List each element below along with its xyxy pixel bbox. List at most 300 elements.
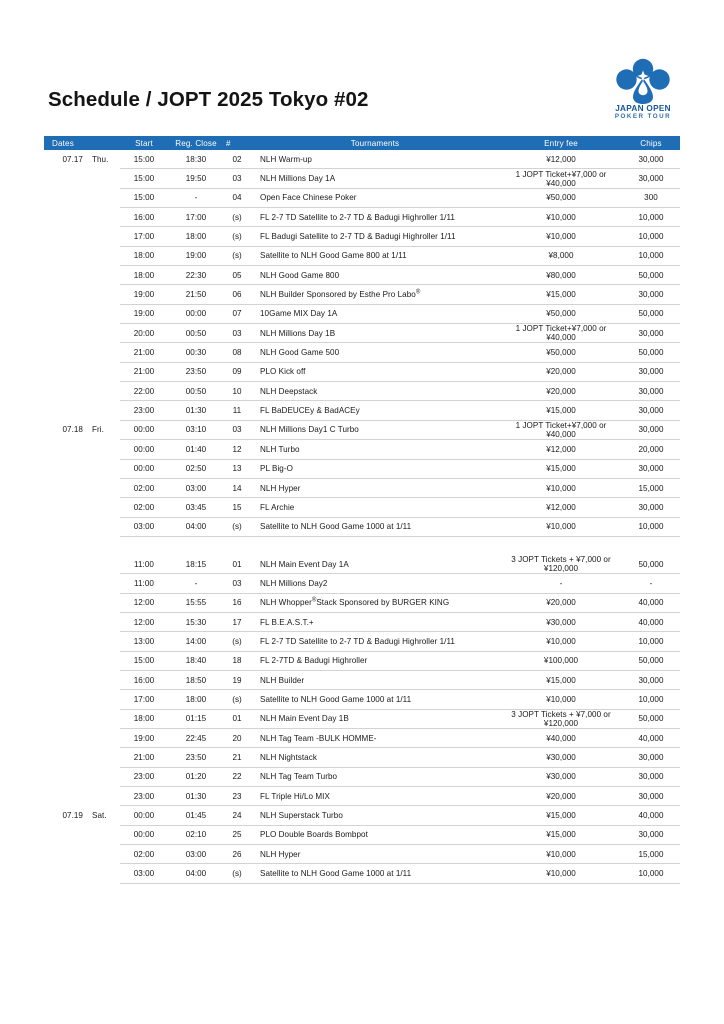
cell-tournament-name: NLH Warm-up (250, 150, 500, 169)
cell-entry-fee: ¥10,000 (500, 478, 622, 497)
cell-entry-fee: ¥15,000 (500, 459, 622, 478)
table-row (44, 651, 680, 670)
cell-entry-fee: ¥12,000 (500, 498, 622, 517)
document-header (0, 0, 724, 135)
cell-tournament-name: NLH Hyper (250, 845, 500, 864)
table-row (44, 150, 680, 169)
table-row (44, 401, 680, 420)
cell-entry-fee: ¥20,000 (500, 787, 622, 806)
cell-event-number: 12 (224, 440, 250, 459)
cell-day-of-week (86, 593, 120, 612)
cell-date (44, 266, 86, 285)
cell-tournament-name: FL B.E.A.S.T.+ (250, 612, 500, 631)
cell-day-of-week (86, 632, 120, 651)
cell-reg-close: 18:30 (168, 150, 224, 169)
table-row (44, 555, 680, 574)
cell-start-time (120, 536, 168, 555)
cell-date (44, 748, 86, 767)
cell-tournament-name: Open Face Chinese Poker (250, 188, 500, 207)
cell-entry-fee: 1 JOPT Ticket+¥7,000 or ¥40,000 (500, 169, 622, 188)
cell-event-number: 03 (224, 420, 250, 439)
table-row (44, 632, 680, 651)
cell-entry-fee: ¥15,000 (500, 825, 622, 844)
table-row (44, 670, 680, 689)
cell-reg-close: 18:00 (168, 227, 224, 246)
cell-tournament-name: NLH Good Game 500 (250, 343, 500, 362)
cell-date (44, 767, 86, 786)
cell-tournament-name: NLH Tag Team -BULK HOMME- (250, 728, 500, 747)
table-row (44, 806, 680, 825)
cell-chips: 50,000 (622, 266, 680, 285)
cell-reg-close: 18:15 (168, 555, 224, 574)
cell-tournament-name: PL Big-O (250, 459, 500, 478)
cell-entry-fee: ¥30,000 (500, 748, 622, 767)
cell-reg-close: - (168, 574, 224, 593)
cell-chips: 40,000 (622, 728, 680, 747)
cell-tournament-name: FL Archie (250, 498, 500, 517)
table-row (44, 612, 680, 631)
cell-entry-fee: ¥50,000 (500, 304, 622, 323)
cell-reg-close: 18:00 (168, 690, 224, 709)
cell-tournament-name (250, 536, 500, 555)
cell-date (44, 690, 86, 709)
table-spacer-row (44, 536, 680, 555)
cell-tournament-name: NLH Superstack Turbo (250, 806, 500, 825)
cell-entry-fee: ¥15,000 (500, 401, 622, 420)
cell-event-number: 14 (224, 478, 250, 497)
cell-day-of-week (86, 285, 120, 304)
cell-chips: 30,000 (622, 382, 680, 401)
cell-tournament-name: PLO Kick off (250, 362, 500, 381)
cell-chips: 30,000 (622, 285, 680, 304)
column-header-number: # (224, 136, 250, 150)
cell-day-of-week (86, 459, 120, 478)
table-header (44, 136, 680, 150)
cell-date (44, 612, 86, 631)
cell-start-time: 11:00 (120, 555, 168, 574)
cell-date (44, 169, 86, 188)
cell-entry-fee: ¥10,000 (500, 208, 622, 227)
cell-entry-fee: ¥10,000 (500, 845, 622, 864)
cell-entry-fee: ¥10,000 (500, 690, 622, 709)
cell-chips: 30,000 (622, 401, 680, 420)
cell-event-number: 09 (224, 362, 250, 381)
cell-day-of-week (86, 555, 120, 574)
cell-tournament-name: FL BaDEUCEy & BadACEy (250, 401, 500, 420)
cell-event-number: (s) (224, 632, 250, 651)
cell-start-time: 16:00 (120, 670, 168, 689)
cell-date (44, 536, 86, 555)
cell-day-of-week: Sat. (92, 811, 107, 821)
cell-entry-fee: ¥50,000 (500, 343, 622, 362)
cell-event-number: (s) (224, 227, 250, 246)
cell-entry-fee: ¥80,000 (500, 266, 622, 285)
cell-date (44, 555, 86, 574)
cell-reg-close: 00:30 (168, 343, 224, 362)
cell-chips: 10,000 (622, 246, 680, 265)
cell-event-number: 04 (224, 188, 250, 207)
cell-day-of-week (86, 651, 120, 670)
cell-start-time: 03:00 (120, 864, 168, 883)
cell-day-of-week (86, 670, 120, 689)
cell-event-number: 01 (224, 555, 250, 574)
cell-day-of-week (86, 845, 120, 864)
cell-tournament-name: NLH Builder Sponsored by Esthe Pro Labo® (250, 285, 500, 304)
column-header-dates: Dates (44, 136, 120, 150)
cell-date: 07.17 (62, 154, 83, 164)
cell-start-time: 19:00 (120, 728, 168, 747)
cell-event-number: 10 (224, 382, 250, 401)
cell-date (44, 188, 86, 207)
cell-start-time: 18:00 (120, 246, 168, 265)
column-header-chips: Chips (622, 136, 680, 150)
cell-event-number: 15 (224, 498, 250, 517)
cell-date (44, 478, 86, 497)
table-row (44, 420, 680, 439)
cell-date (44, 574, 86, 593)
table-row (44, 845, 680, 864)
cell-chips: - (622, 574, 680, 593)
cell-start-time: 02:00 (120, 845, 168, 864)
cell-start-time: 13:00 (120, 632, 168, 651)
cell-reg-close: 02:50 (168, 459, 224, 478)
cell-start-time: 18:00 (120, 709, 168, 728)
cell-day-of-week (86, 382, 120, 401)
cell-chips (622, 536, 680, 555)
cell-tournament-name: NLH Whopper®Stack Sponsored by BURGER KING (250, 593, 500, 612)
cell-start-time: 21:00 (120, 748, 168, 767)
cell-tournament-name: NLH Builder (250, 670, 500, 689)
cell-event-number: 03 (224, 169, 250, 188)
cell-start-time: 20:00 (120, 324, 168, 343)
cell-tournament-name: NLH Millions Day2 (250, 574, 500, 593)
cell-day-of-week (86, 748, 120, 767)
cell-entry-fee: ¥10,000 (500, 227, 622, 246)
cell-start-time: 17:00 (120, 690, 168, 709)
table-row (44, 787, 680, 806)
cell-day-of-week (86, 709, 120, 728)
cell-entry-fee: ¥10,000 (500, 517, 622, 536)
cell-entry-fee: ¥20,000 (500, 593, 622, 612)
cell-chips: 30,000 (622, 498, 680, 517)
cell-reg-close (168, 536, 224, 555)
cell-day-of-week (86, 324, 120, 343)
cell-start-time: 00:00 (120, 806, 168, 825)
cell-entry-fee: 1 JOPT Ticket+¥7,000 or ¥40,000 (500, 420, 622, 439)
table-row (44, 285, 680, 304)
cell-day-of-week (86, 498, 120, 517)
cell-date (44, 401, 86, 420)
cell-chips: 10,000 (622, 208, 680, 227)
cell-day-of-week (86, 767, 120, 786)
cell-start-time: 17:00 (120, 227, 168, 246)
cell-reg-close: 03:00 (168, 478, 224, 497)
cell-entry-fee: ¥30,000 (500, 612, 622, 631)
table-row (44, 304, 680, 323)
cell-reg-close: 19:00 (168, 246, 224, 265)
cell-event-number: 25 (224, 825, 250, 844)
cell-entry-fee: ¥30,000 (500, 767, 622, 786)
cell-tournament-name: NLH Nightstack (250, 748, 500, 767)
cell-entry-fee: ¥10,000 (500, 632, 622, 651)
cell-chips: 50,000 (622, 304, 680, 323)
cell-event-number: 08 (224, 343, 250, 362)
cell-reg-close: 15:55 (168, 593, 224, 612)
cell-chips: 15,000 (622, 478, 680, 497)
cell-start-time: 00:00 (120, 459, 168, 478)
cell-day-of-week (86, 478, 120, 497)
table-row (44, 498, 680, 517)
cell-day-of-week (86, 440, 120, 459)
cell-start-time: 15:00 (120, 188, 168, 207)
table-header-row (44, 136, 680, 150)
cell-chips: 40,000 (622, 806, 680, 825)
cell-chips: 40,000 (622, 612, 680, 631)
table-row (44, 593, 680, 612)
cell-event-number: 19 (224, 670, 250, 689)
cell-event-number: 05 (224, 266, 250, 285)
cell-chips: 300 (622, 188, 680, 207)
cell-reg-close: 00:50 (168, 324, 224, 343)
cell-date (44, 440, 86, 459)
cell-reg-close: 03:00 (168, 845, 224, 864)
cell-start-time: 12:00 (120, 612, 168, 631)
cell-date: 07.18 (62, 425, 83, 435)
cell-event-number: 18 (224, 651, 250, 670)
cell-day-of-week (86, 343, 120, 362)
cell-reg-close: 17:00 (168, 208, 224, 227)
cell-date (44, 227, 86, 246)
table-row (44, 517, 680, 536)
cell-start-time: 02:00 (120, 478, 168, 497)
cell-chips: 50,000 (622, 555, 680, 574)
cell-day-of-week (86, 401, 120, 420)
cell-day-of-week: Fri. (92, 425, 104, 435)
cell-chips: 30,000 (622, 324, 680, 343)
cell-entry-fee (500, 536, 622, 555)
cell-reg-close: 15:30 (168, 612, 224, 631)
cell-chips: 30,000 (622, 748, 680, 767)
cell-day-of-week (86, 188, 120, 207)
table-row (44, 709, 680, 728)
cell-chips: 30,000 (622, 767, 680, 786)
cell-event-number: 07 (224, 304, 250, 323)
cell-chips: 30,000 (622, 670, 680, 689)
cell-chips: 10,000 (622, 632, 680, 651)
cell-event-number: (s) (224, 517, 250, 536)
cell-day-of-week (86, 864, 120, 883)
cell-day-of-week (86, 208, 120, 227)
cell-chips: 50,000 (622, 709, 680, 728)
cell-entry-fee: ¥20,000 (500, 362, 622, 381)
logo-line-2: POKER TOUR (614, 113, 672, 120)
cell-tournament-name: Satellite to NLH Good Game 1000 at 1/11 (250, 517, 500, 536)
cell-event-number: 02 (224, 150, 250, 169)
cell-entry-fee: ¥20,000 (500, 382, 622, 401)
cell-date (44, 343, 86, 362)
cell-day-of-week (86, 227, 120, 246)
cell-reg-close: 00:50 (168, 382, 224, 401)
cell-reg-close: 23:50 (168, 748, 224, 767)
cell-entry-fee: ¥10,000 (500, 864, 622, 883)
cell-tournament-name: Satellite to NLH Good Game 1000 at 1/11 (250, 690, 500, 709)
cell-tournament-name: Satellite to NLH Good Game 800 at 1/11 (250, 246, 500, 265)
cell-reg-close: 22:45 (168, 728, 224, 747)
cell-start-time: 21:00 (120, 343, 168, 362)
cell-reg-close: 18:50 (168, 670, 224, 689)
cell-start-time: 23:00 (120, 767, 168, 786)
table-row (44, 266, 680, 285)
table-row (44, 362, 680, 381)
cell-tournament-name: NLH Main Event Day 1A (250, 555, 500, 574)
cell-start-time: 18:00 (120, 266, 168, 285)
cell-day-of-week (86, 728, 120, 747)
cell-tournament-name: NLH Millions Day1 C Turbo (250, 420, 500, 439)
cell-event-number: 23 (224, 787, 250, 806)
cell-entry-fee: ¥15,000 (500, 670, 622, 689)
cell-start-time: 19:00 (120, 304, 168, 323)
cell-event-number: 01 (224, 709, 250, 728)
cell-event-number: (s) (224, 864, 250, 883)
cell-entry-fee: ¥100,000 (500, 651, 622, 670)
cell-start-time: 23:00 (120, 787, 168, 806)
table-row (44, 188, 680, 207)
cell-start-time: 00:00 (120, 825, 168, 844)
cell-date (44, 825, 86, 844)
cell-entry-fee: 3 JOPT Tickets + ¥7,000 or ¥120,000 (500, 555, 622, 574)
cell-event-number: 03 (224, 574, 250, 593)
column-header-reg-close: Reg. Close (168, 136, 224, 150)
cell-event-number: 06 (224, 285, 250, 304)
cell-reg-close: 01:45 (168, 806, 224, 825)
cell-reg-close: 01:30 (168, 401, 224, 420)
cell-reg-close: 04:00 (168, 517, 224, 536)
cell-tournament-name: 10Game MIX Day 1A (250, 304, 500, 323)
cell-event-number: (s) (224, 246, 250, 265)
cell-date (44, 304, 86, 323)
logo-wordmark (601, 104, 685, 121)
cell-date (44, 324, 86, 343)
cell-tournament-name: NLH Turbo (250, 440, 500, 459)
cell-date (44, 632, 86, 651)
table-row (44, 767, 680, 786)
cell-reg-close: 01:40 (168, 440, 224, 459)
jopt-logo (601, 58, 685, 122)
cell-day-of-week (86, 787, 120, 806)
cell-date (44, 517, 86, 536)
cell-day-of-week (86, 536, 120, 555)
cell-chips: 10,000 (622, 864, 680, 883)
cell-event-number: 16 (224, 593, 250, 612)
cell-day-of-week: Thu. (92, 154, 109, 164)
cell-date (44, 362, 86, 381)
table-row (44, 208, 680, 227)
column-header-start: Start (120, 136, 168, 150)
cell-reg-close: 03:45 (168, 498, 224, 517)
cell-day-of-week (86, 517, 120, 536)
column-header-entry-fee: Entry fee (500, 136, 622, 150)
cell-entry-fee: ¥12,000 (500, 440, 622, 459)
club-clover-icon (613, 58, 673, 104)
cell-date: 07.19 (62, 811, 83, 821)
cell-date (44, 459, 86, 478)
cell-tournament-name: NLH Millions Day 1B (250, 324, 500, 343)
table-row (44, 382, 680, 401)
cell-chips: 15,000 (622, 845, 680, 864)
page-title: Schedule / JOPT 2025 Tokyo #02 (48, 88, 369, 111)
cell-reg-close: 03:10 (168, 420, 224, 439)
cell-start-time: 03:00 (120, 517, 168, 536)
cell-start-time: 15:00 (120, 651, 168, 670)
table-row (44, 864, 680, 883)
cell-reg-close: - (168, 188, 224, 207)
cell-reg-close: 01:20 (168, 767, 224, 786)
table-row (44, 825, 680, 844)
cell-tournament-name: NLH Deepstack (250, 382, 500, 401)
cell-tournament-name: NLH Tag Team Turbo (250, 767, 500, 786)
cell-chips: 10,000 (622, 227, 680, 246)
cell-event-number: 24 (224, 806, 250, 825)
cell-date (44, 670, 86, 689)
cell-date (44, 498, 86, 517)
cell-start-time: 15:00 (120, 150, 168, 169)
cell-entry-fee: ¥15,000 (500, 285, 622, 304)
cell-chips: 10,000 (622, 690, 680, 709)
cell-day-of-week (86, 362, 120, 381)
cell-date (44, 285, 86, 304)
cell-tournament-name: NLH Good Game 800 (250, 266, 500, 285)
table-row (44, 169, 680, 188)
cell-date (44, 382, 86, 401)
table-row (44, 728, 680, 747)
cell-entry-fee: ¥12,000 (500, 150, 622, 169)
cell-day-of-week (86, 266, 120, 285)
cell-entry-fee: ¥50,000 (500, 188, 622, 207)
cell-tournament-name: PLO Double Boards Bombpot (250, 825, 500, 844)
cell-date (44, 709, 86, 728)
cell-tournament-name: NLH Main Event Day 1B (250, 709, 500, 728)
cell-date (44, 246, 86, 265)
cell-chips: 40,000 (622, 593, 680, 612)
cell-event-number: 17 (224, 612, 250, 631)
cell-entry-fee: 1 JOPT Ticket+¥7,000 or ¥40,000 (500, 324, 622, 343)
cell-day-of-week (86, 574, 120, 593)
cell-event-number: 11 (224, 401, 250, 420)
cell-tournament-name: NLH Hyper (250, 478, 500, 497)
cell-start-time: 23:00 (120, 401, 168, 420)
cell-event-number: (s) (224, 208, 250, 227)
cell-day-of-week (86, 690, 120, 709)
cell-chips: 30,000 (622, 420, 680, 439)
cell-date (44, 845, 86, 864)
cell-start-time: 16:00 (120, 208, 168, 227)
cell-event-number (224, 536, 250, 555)
cell-chips: 30,000 (622, 362, 680, 381)
cell-date (44, 728, 86, 747)
table-row (44, 690, 680, 709)
cell-reg-close: 01:30 (168, 787, 224, 806)
table-row (44, 748, 680, 767)
cell-reg-close: 23:50 (168, 362, 224, 381)
table-row (44, 440, 680, 459)
cell-day-of-week (86, 246, 120, 265)
cell-tournament-name: FL 2-7 TD Satellite to 2-7 TD & Badugi Highroller 1/11 (250, 208, 500, 227)
cell-entry-fee: ¥15,000 (500, 806, 622, 825)
cell-chips: 30,000 (622, 787, 680, 806)
cell-event-number: 26 (224, 845, 250, 864)
table-body (44, 150, 680, 883)
cell-event-number: 13 (224, 459, 250, 478)
